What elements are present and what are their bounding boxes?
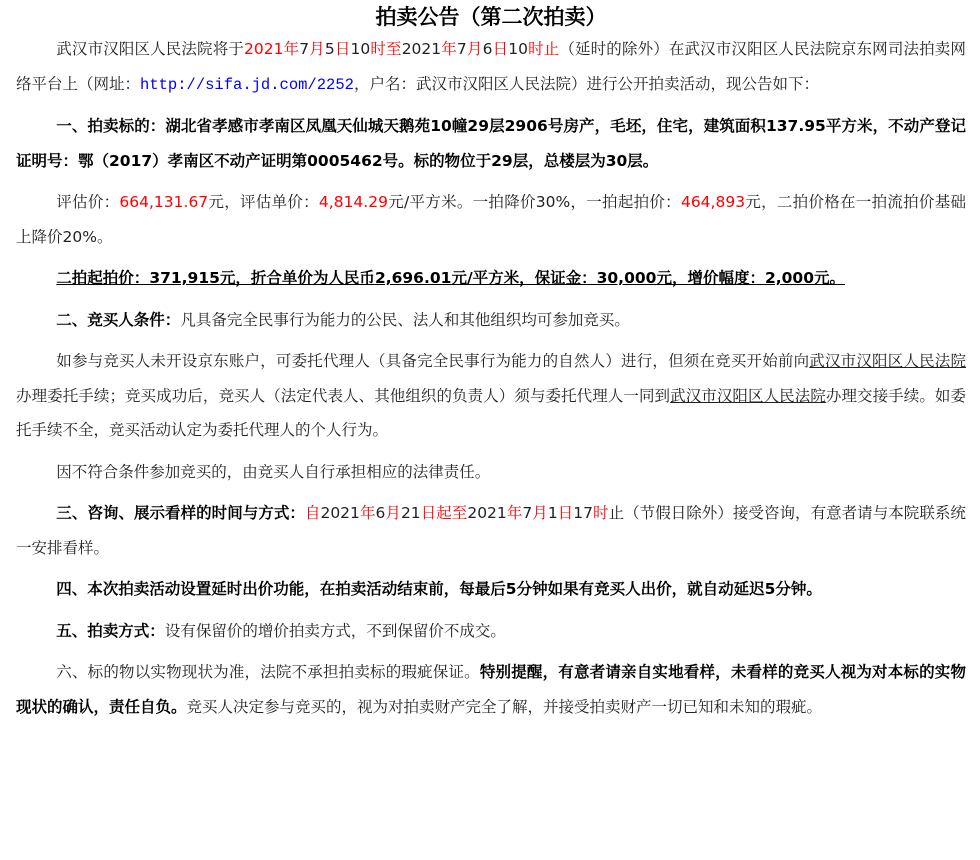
text-run: 5	[324, 40, 335, 58]
text-run: 凡具备完全民事行为能力的公民、法人和其他组织均可参加竞买。	[180, 310, 630, 329]
auction-platform-link[interactable]: http://sifa.jd.com/2252	[140, 75, 354, 94]
text-run: 自	[304, 504, 321, 522]
text-run: 办理交接手续。如委托手续不全，竞买活动认定为委托代理人的个人行为。	[16, 386, 966, 439]
text-run: 日	[334, 40, 351, 58]
text-run: 评估价：	[56, 193, 120, 211]
court-name-underlined: 武汉市汉阳区人民法院	[670, 386, 826, 405]
text-run: 三、咨询、展示看样的时间与方式：	[56, 504, 305, 522]
court-name-underlined: 武汉市汉阳区人民法院	[809, 352, 966, 370]
text-run: 如参与竞买人未开设京东账户，可委托代理人（具备完全民事行为能力的自然人）进行，但须在竞买开始前向	[56, 352, 810, 370]
text-run: 2,000	[764, 269, 814, 287]
second-auction-price-paragraph	[16, 261, 966, 296]
text-run: 2021	[401, 40, 442, 58]
text-run: 特别提醒，有意者请亲自实地看样，未看样的竞买人视为对本标的实物现状的确认，责任自负。	[16, 663, 966, 716]
text-run: 664,131.67	[119, 193, 209, 211]
text-run: ，户名：武汉市汉阳区人民法院）进行公开拍卖活动，现公告如下：	[353, 74, 819, 93]
text-run: 元。	[813, 269, 845, 287]
text-run: 止（节假日除外）接受咨询，有意者请与本院联系统一安排看样。	[16, 504, 966, 557]
text-run: 7	[299, 40, 310, 58]
text-run: 日起至	[420, 504, 468, 522]
text-run: 月	[466, 40, 483, 58]
text-run: 武汉市汉阳区人民法院将于	[56, 40, 244, 58]
text-run: 日	[492, 40, 509, 58]
proxy-bidding-paragraph	[16, 344, 966, 448]
text-run: 元，增价幅度：	[656, 269, 765, 287]
text-run: 四、本次拍卖活动设置延时出价功能，在拍卖活动结束前，每最后5分钟如果有竞买人出价，就自动延迟5分钟。	[56, 580, 822, 598]
text-run: 元，二拍价格在一拍流拍价基础上降价20%。	[16, 193, 966, 246]
text-run: 五、拍卖方式：	[56, 621, 165, 640]
text-run: 月	[532, 504, 548, 522]
text-run: 17	[573, 504, 593, 522]
text-run: 办理委托手续；竞买成功后，竞买人（法定代表人、其他组织的负责人）须与委托代理人一同到	[16, 386, 671, 405]
text-run: 30,000	[596, 269, 657, 287]
text-run: 元/平方米，保证金：	[451, 269, 597, 287]
text-run: 4,814.29	[318, 193, 388, 211]
valuation-paragraph	[16, 185, 966, 254]
text-run: 2021	[320, 504, 360, 522]
text-run: 时止	[527, 40, 560, 58]
text-run: 2021	[243, 40, 284, 58]
text-run: 日	[557, 504, 574, 522]
text-run: 7	[456, 40, 467, 58]
page-title: 拍卖公告（第二次拍卖）	[375, 5, 607, 29]
text-run: 10	[508, 40, 528, 58]
text-run: 元/平方米。一拍降价30%，一拍起拍价：	[387, 193, 681, 211]
text-run: 年	[441, 40, 457, 58]
text-run: 元，评估单价：	[208, 193, 319, 211]
consultation-paragraph	[16, 496, 966, 565]
text-run: 年	[359, 504, 376, 522]
text-run: 元，折合单价为人民币	[219, 269, 375, 287]
text-run: 一、拍卖标的：湖北省孝感市孝南区凤凰天仙城天鹅苑10幢29层2906号房产，毛坯，住宅，建筑面积137.95平方米，不动产登记证明号：鄂（2017）孝南区不动产证明第0005462号。标的物位于29层，总楼层为30层。	[16, 117, 966, 170]
intro-paragraph	[16, 32, 966, 102]
text-run: 6	[375, 504, 386, 522]
text-run: 二、竞买人条件：	[56, 310, 181, 329]
text-run: 2,696.01	[374, 269, 452, 287]
auction-target-paragraph	[16, 109, 966, 178]
text-run: 设有保留价的增价拍卖方式，不到保留价不成交。	[164, 621, 506, 640]
text-run: 时	[593, 504, 609, 522]
text-run: 六、标的物以实物现状为准，法院不承担拍卖标的瑕疵保证。	[56, 663, 480, 681]
bidder-conditions-paragraph	[16, 303, 966, 338]
text-run: 二拍起拍价：	[56, 269, 150, 287]
text-run: 月	[385, 504, 401, 522]
text-run: 年	[506, 504, 523, 522]
text-run: 6	[482, 40, 493, 58]
disclaimer-paragraph	[16, 655, 966, 724]
auction-method-paragraph	[16, 614, 966, 649]
text-run: 竞买人决定参与竞买的，视为对拍卖财产完全了解，并接受拍卖财产一切已知和未知的瑕疵。	[186, 697, 823, 716]
text-run: 年	[283, 40, 300, 58]
text-run: 1	[547, 504, 558, 522]
liability-paragraph	[16, 455, 966, 490]
text-run: 7	[522, 504, 533, 522]
text-run: 21	[400, 504, 421, 522]
delay-bidding-paragraph	[16, 572, 966, 607]
text-run: 10	[350, 40, 371, 58]
text-run: 464,893	[680, 193, 746, 211]
document-body	[16, 32, 966, 724]
text-run: （延时的除外）在武汉市汉阳区人民法院京东网司法拍卖网络平台上（网址：	[16, 40, 966, 93]
text-run: 月	[309, 40, 325, 58]
text-run: 2021	[467, 504, 507, 522]
text-run: 371,915	[149, 269, 220, 287]
text-run: 因不符合条件参加竞买的，由竞买人自行承担相应的法律责任。	[56, 462, 491, 481]
text-run: 时至	[370, 40, 402, 58]
